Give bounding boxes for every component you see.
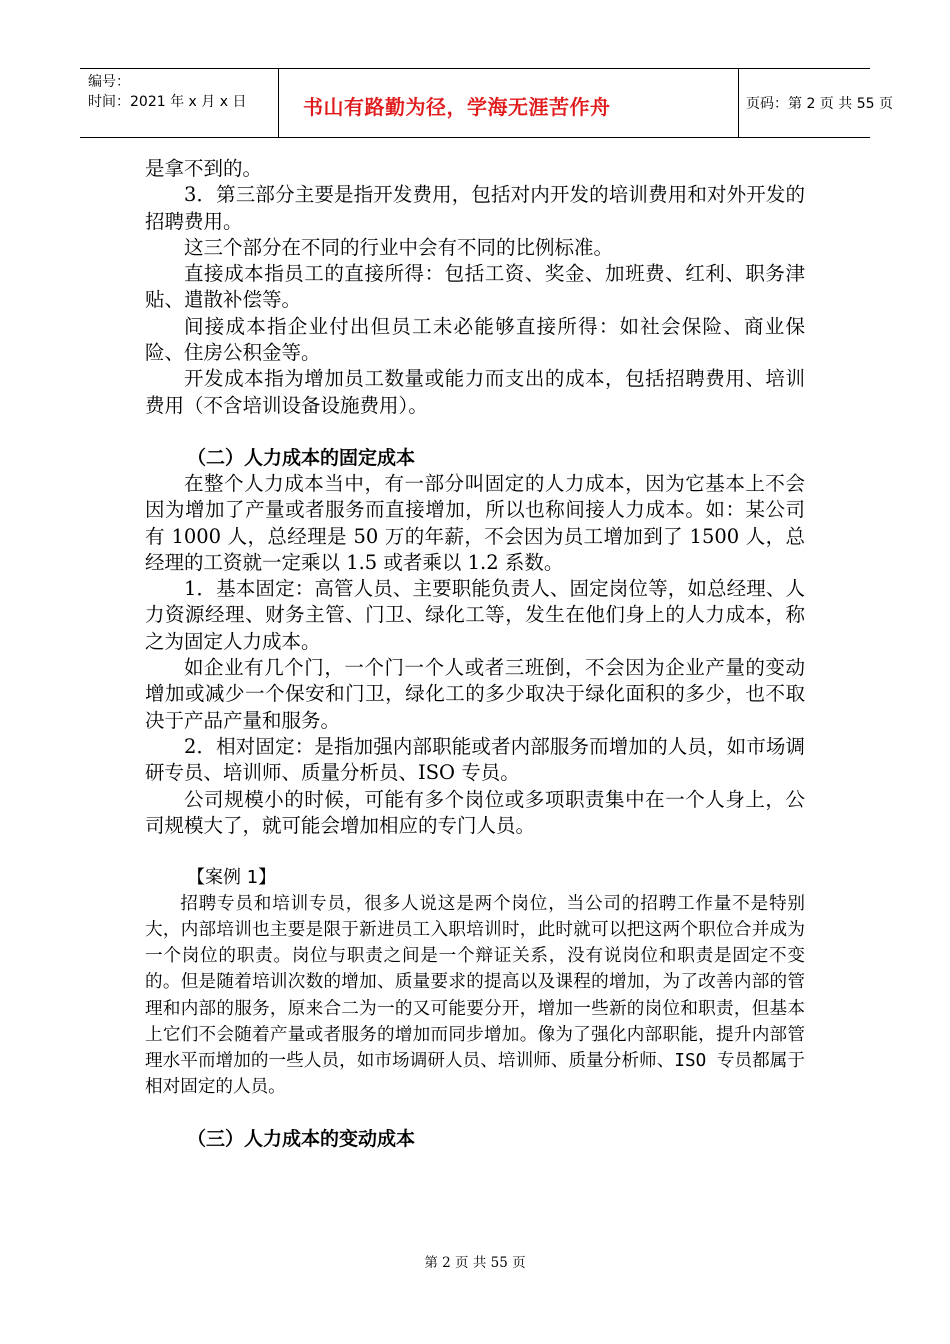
case-paragraph: 招聘专员和培训专员，很多人说这是两个岗位，当公司的招聘工作量不是特别大，内部培训也主要是限于新进员工入职培训时，此时就可以把这两个职位合并成为一个岗位的职责。岗位与职责之间是一个辩证关系，没有说岗位和职责是固定不变的。但是随着培训次数的增加、质量要求的提高以及课程的增加，为了改善内部的管理和内部的服务，原来合二为一的又可能要分开，增加一些新的岗位和职责，但基本上它们不会随着产量或者服务的增加而同步增加。像为了强化内部职能，提升内部管理水平而增加的一些人员，如市场调研人员、培训师、质量分析师、ISO 专员都属于相对固定的人员。 [145, 894, 805, 1097]
document-time-label: 时间：2021 年 x 月 x 日 [88, 94, 247, 110]
paragraph: 1．基本固定：高管人员、主要职能负责人、固定岗位等，如总经理、人力资源经理、财务主管、门卫、绿化工等，发生在他们身上的人力成本，称之为固定人力成本。 [145, 577, 805, 653]
paragraph: 间接成本指企业付出但员工未必能够直接所得：如社会保险、商业保险、住房公积金等。 [145, 314, 805, 365]
page-header [80, 68, 893, 138]
page-footer: 第 2 页 共 55 页 [424, 1255, 526, 1271]
header-motto-cell [278, 69, 739, 137]
document-body [145, 156, 805, 1152]
paragraph: 开发成本指为增加员工数量或能力而支出的成本，包括招聘费用、培训费用（不含培训设备设施费用）。 [145, 367, 805, 417]
paragraph: 在整个人力成本当中，有一部分叫固定的人力成本，因为它基本上不会因为增加了产量或者服务而直接增加，所以也称间接人力成本。如：某公司有 1000 人，总经理是 50 万的年薪，不会因为员工增加到了 1500 人，总经理的工资就一定乘以 1.5 或者乘以 1.2 系数。 [145, 471, 805, 574]
paragraph: 如企业有几个门，一个门一个人或者三班倒，不会因为企业产量的变动增加或减少一个保安和门卫，绿化工的多少取决于绿化面积的多少，也不取决于产品产量和服务。 [145, 656, 805, 732]
header-meta-cell [80, 69, 279, 137]
case-title: 【案例 1】 [187, 867, 277, 889]
section-heading: （三）人力成本的变动成本 [187, 1127, 416, 1150]
header-page-cell [738, 69, 893, 137]
paragraph: 这三个部分在不同的行业中会有不同的比例标准。 [184, 235, 614, 259]
paragraph: 公司规模小的时候，可能有多个岗位或多项职责集中在一个人身上，公司规模大了，就可能会增加相应的专门人员。 [145, 787, 805, 837]
paragraph: 3．第三部分主要是指开发费用，包括对内开发的培训费用和对外开发的招聘费用。 [145, 183, 805, 233]
spacer [145, 1100, 805, 1126]
paragraph: 2．相对固定：是指加强内部职能或者内部服务而增加的人员，如市场调研专员、培训师、质量分析员、ISO 专员。 [145, 734, 805, 785]
header-motto: 书山有路勤为径，学海无涯苦作舟 [303, 95, 611, 119]
header-page-number: 页码：第 2 页 共 55 页 [746, 96, 893, 112]
document-number-label: 编号： [88, 74, 130, 90]
paragraph: 是拿不到的。 [145, 157, 263, 180]
spacer [145, 419, 805, 445]
section-heading: （二）人力成本的固定成本 [187, 446, 416, 469]
paragraph: 直接成本指员工的直接所得：包括工资、奖金、加班费、红利、职务津贴、遣散补偿等。 [145, 262, 805, 312]
spacer [145, 839, 805, 865]
